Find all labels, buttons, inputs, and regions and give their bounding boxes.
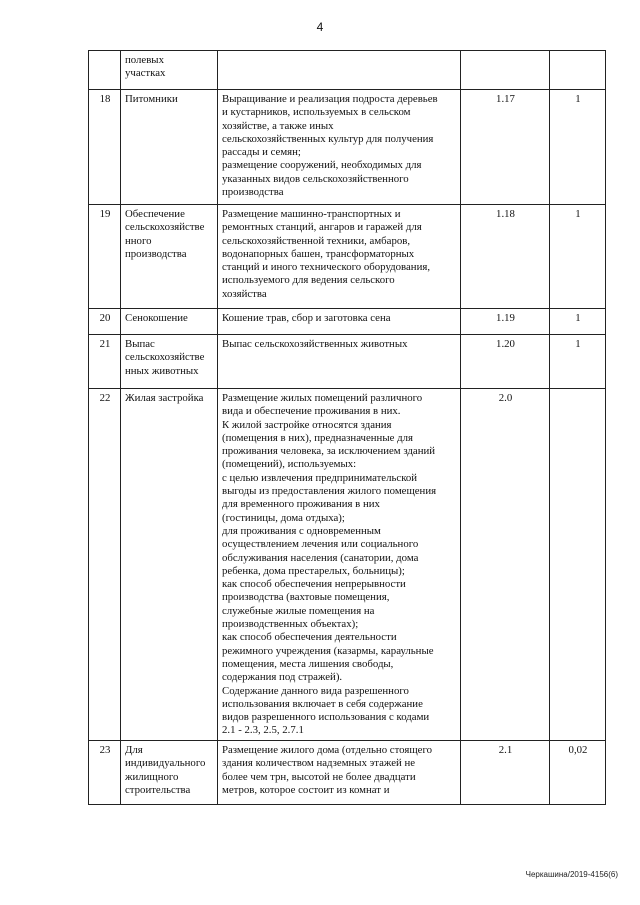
use-name-line: Обеспечение (125, 208, 185, 220)
value-cell (550, 205, 606, 309)
description-line: Размещение жилых помещений различного (222, 392, 423, 404)
description-line: для проживания с одновременным (222, 524, 381, 537)
description-line: (гостиницы, дома отдыха); (222, 511, 345, 524)
description-line: Размещение машинно-транспортных и (222, 208, 401, 220)
use-name-line: полевых (125, 54, 164, 66)
description-line: станций и иного технического оборудования, (222, 261, 431, 274)
value-cell (550, 389, 606, 741)
description-line: Выпас сельскохозяйственных животных (222, 338, 408, 350)
description-line: осуществлением лечения или социального (222, 538, 419, 551)
use-name-line: жилищного (125, 770, 179, 783)
description-line: производства (вахтовые помещения, (222, 591, 390, 604)
description-line: здания количеством надземных этажей не (222, 757, 416, 770)
description-line: К жилой застройке относятся здания (222, 418, 392, 431)
description-line: как способ обеспечения деятельности (222, 631, 397, 644)
description-cell (218, 309, 461, 335)
row-number-cell (89, 335, 121, 389)
row-number-cell (89, 90, 121, 205)
use-name-line: Сенокошение (125, 312, 188, 324)
description-line: для временного проживания в них (222, 498, 380, 511)
use-name-line: нных животных (125, 364, 199, 377)
description-cell (218, 335, 461, 389)
use-name-cell (121, 335, 218, 389)
use-name-cell (121, 90, 218, 205)
use-name-cell (121, 205, 218, 309)
use-name-line: индивидуального (125, 757, 206, 770)
description-cell (218, 90, 461, 205)
use-name-line: Питомники (125, 93, 178, 105)
description-line: содержания под стражей). (222, 671, 343, 684)
row-number-cell (89, 309, 121, 335)
description-line: хозяйстве, а также иных (222, 119, 334, 132)
table-row (89, 741, 606, 805)
description-line: ремонтных станций, ангаров и гаражей для (222, 221, 422, 234)
use-code: 1.20 (496, 338, 515, 350)
page-number: 4 (316, 20, 324, 34)
description-line: производства (222, 186, 284, 199)
use-value: 0,02 (568, 744, 588, 756)
description-line: (помещений), используемых: (222, 458, 357, 471)
code-cell (461, 51, 550, 90)
description-line: помещения, места лишения свободы, (222, 657, 394, 670)
description-line: режимного учреждения (казармы, караульные (222, 644, 434, 657)
description-line: служебные жилые помещения на (222, 604, 375, 617)
use-name-line: производства (125, 247, 187, 260)
code-cell (461, 335, 550, 389)
description-line: Кошение трав, сбор и заготовка сена (222, 312, 391, 324)
code-cell (461, 90, 550, 205)
use-code: 2.0 (498, 392, 513, 404)
description-line: выгоды из предоставления жилого помещения (222, 485, 437, 498)
description-line: хозяйства (222, 287, 267, 300)
description-line: сельскохозяйственных культур для получения (222, 132, 434, 145)
row-number: 18 (99, 93, 111, 105)
use-name-line: Выпас (125, 338, 155, 350)
description-line: проживания человека, за исключением зданий (222, 445, 436, 458)
use-name-line: строительства (125, 783, 191, 796)
description-line: с целью извлечения предпринимательской (222, 471, 418, 484)
use-name-line: сельскохозяйстве (125, 221, 205, 234)
description-line: использования включает в себя содержание (222, 697, 423, 710)
use-code: 2.1 (498, 744, 513, 756)
code-cell (461, 389, 550, 741)
description-line: Содержание данного вида разрешенного (222, 684, 409, 697)
description-line: как способ обеспечения непрерывности (222, 578, 406, 591)
value-cell (550, 741, 606, 805)
description-cell (218, 51, 461, 90)
use-value: 1 (575, 208, 581, 220)
description-line: вида и обеспечение проживания в них. (222, 405, 401, 418)
table-row (89, 309, 606, 335)
description-line: водонапорных башен, трансформаторных (222, 247, 415, 260)
use-value: 1 (575, 93, 581, 105)
use-code: 1.18 (496, 208, 515, 220)
use-value: 1 (575, 312, 581, 324)
use-name-line: Для (125, 744, 143, 756)
row-number-cell (89, 741, 121, 805)
table-row (89, 51, 606, 90)
table-row (89, 335, 606, 389)
row-number: 19 (99, 208, 111, 220)
value-cell (550, 335, 606, 389)
description-line: и кустарников, используемых в сельском (222, 106, 411, 119)
value-cell (550, 90, 606, 205)
description-line: используемого для ведения сельского (222, 274, 395, 287)
use-name-line: участках (125, 67, 166, 80)
row-number: 22 (99, 392, 111, 404)
value-cell (550, 309, 606, 335)
use-name-cell (121, 389, 218, 741)
use-name-cell (121, 51, 218, 90)
code-cell (461, 205, 550, 309)
description-line: обслуживания населения (санатории, дома (222, 551, 419, 564)
description-line: рассады и семян; (222, 146, 301, 159)
code-cell (461, 309, 550, 335)
description-line: метров, которое состоит из комнат и (222, 783, 390, 796)
description-cell (218, 205, 461, 309)
use-name-cell (121, 309, 218, 335)
description-line: указанных видов сельскохозяйственного (222, 172, 409, 185)
table-body (89, 51, 606, 805)
row-number: 23 (99, 744, 111, 756)
footer-doc-reference: Черкашина/2019-4156(6) (525, 870, 618, 879)
description-line: ребенка, дома престарелых, больницы); (222, 564, 405, 577)
table-row (89, 90, 606, 205)
description-line: сельскохозяйственной техники, амбаров, (222, 234, 411, 247)
description-cell (218, 741, 461, 805)
use-code: 1.19 (496, 312, 515, 324)
row-number-cell (89, 205, 121, 309)
use-code: 1.17 (496, 93, 515, 105)
use-name-line: сельскохозяйстве (125, 351, 205, 364)
use-name-line: Жилая застройка (125, 392, 204, 404)
description-line: Размещение жилого дома (отдельно стоящего (222, 744, 432, 756)
table-row (89, 389, 606, 741)
row-number: 21 (99, 338, 111, 350)
land-use-table (88, 50, 606, 805)
value-cell (550, 51, 606, 90)
code-cell (461, 741, 550, 805)
description-line: более чем трн, высотой не более двадцати (222, 770, 416, 783)
use-name-line: нного (125, 234, 152, 247)
description-cell (218, 389, 461, 741)
row-number-cell (89, 389, 121, 741)
description-line: видов разрешенного использования с кодами (222, 711, 430, 724)
description-line: 2.1 - 2.3, 2.5, 2.7.1 (222, 724, 304, 737)
table-row (89, 205, 606, 309)
row-number: 20 (99, 312, 111, 324)
use-value: 1 (575, 338, 581, 350)
row-number-cell (89, 51, 121, 90)
description-line: Выращивание и реализация подроста деревьев (222, 93, 438, 105)
description-line: (помещения в них), предназначенные для (222, 431, 413, 444)
use-name-cell (121, 741, 218, 805)
description-line: размещение сооружений, необходимых для (222, 159, 422, 172)
description-line: производственных объектах); (222, 618, 359, 631)
